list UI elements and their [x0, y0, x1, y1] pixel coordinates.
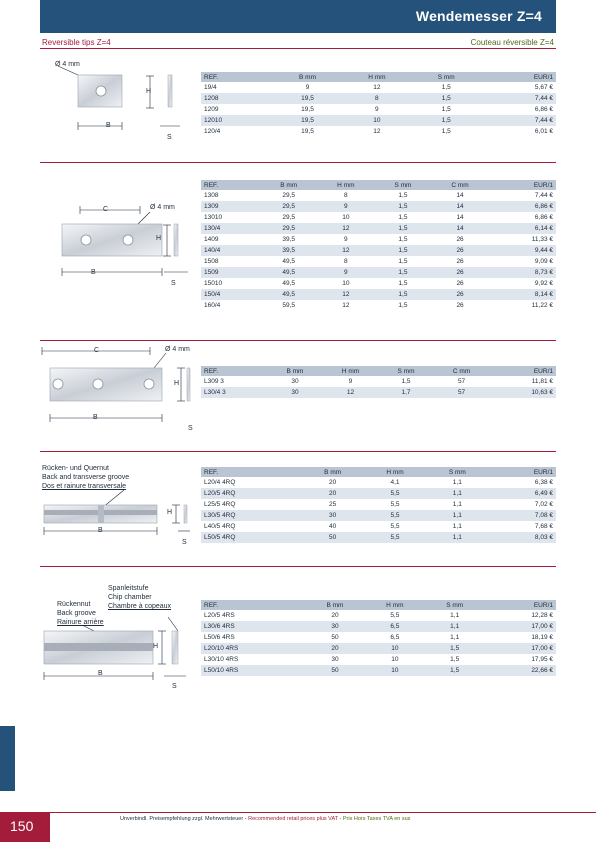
table-cell: 12 [317, 289, 375, 300]
column-header: B mm [302, 467, 364, 477]
section-divider [40, 451, 556, 452]
table-cell: 12010 [201, 115, 273, 126]
column-header: S mm [412, 72, 481, 82]
table-cell: 1309 [201, 201, 260, 212]
height-label: H [174, 380, 180, 387]
diameter-label: Ø 4 mm [55, 61, 80, 68]
table-cell: 29,5 [260, 223, 317, 234]
table-cell: 30 [302, 510, 364, 521]
table-cell: 40 [302, 521, 364, 532]
table-cell: L30/10 4RS [201, 654, 305, 665]
table-row [201, 82, 556, 93]
column-header: S mm [378, 366, 433, 376]
table-cell: 20 [302, 488, 364, 499]
table-cell: 1,5 [412, 104, 481, 115]
table-cell: 9 [323, 376, 379, 387]
table-header-row [201, 366, 556, 376]
table-cell: L50/6 4RS [201, 632, 305, 643]
table-cell: 17,00 € [484, 643, 556, 654]
table-row [201, 654, 556, 665]
table-cell: 1,5 [425, 654, 484, 665]
width-label: B [98, 670, 103, 677]
table-cell: 26 [431, 278, 489, 289]
table-cell: 1308 [201, 190, 260, 201]
side-tab-marker [0, 726, 15, 791]
table-cell: 5,5 [364, 499, 427, 510]
table-cell: 12 [317, 223, 375, 234]
table-cell: 6,86 € [489, 212, 556, 223]
column-header: REF. [201, 600, 305, 610]
table-header-row [201, 467, 556, 477]
table-cell: 9 [273, 82, 342, 93]
table-cell: 26 [431, 300, 489, 311]
table-row [201, 300, 556, 311]
column-header: EUR/1 [489, 180, 556, 190]
table-cell: L40/5 4RQ [201, 521, 302, 532]
table-row [201, 212, 556, 223]
column-header: B mm [260, 180, 317, 190]
table-header-row [201, 72, 556, 82]
table-row [201, 223, 556, 234]
spec-table-4 [201, 467, 556, 543]
column-header: C mm [431, 180, 489, 190]
thickness-label: S [172, 683, 177, 690]
table-cell: 1,5 [375, 289, 432, 300]
table-row [201, 665, 556, 676]
footer-separator: - [243, 816, 249, 822]
table-cell: 10 [317, 278, 375, 289]
table-cell: 19/4 [201, 82, 273, 93]
footer-text-german: Unverbindl. Preisempfehlung zzgl. Mehrwertsteuer [120, 816, 244, 822]
table-row [201, 477, 556, 488]
table-cell: 1,1 [426, 477, 488, 488]
column-header: S mm [426, 467, 488, 477]
width-label: B [98, 527, 103, 534]
table-row [201, 387, 556, 398]
diameter-label: Ø 4 mm [165, 346, 190, 353]
table-cell: 1,1 [426, 499, 488, 510]
table-cell: 30 [267, 387, 322, 398]
c-label: C [103, 206, 109, 213]
table-cell: 6,01 € [481, 126, 556, 137]
table-cell: 30 [267, 376, 322, 387]
table-cell: 29,5 [260, 201, 317, 212]
footer-text-english: Recommended retail prices plus VAT [248, 816, 338, 822]
table-cell: 19,5 [273, 93, 342, 104]
spec-table-2 [201, 180, 556, 311]
table-cell: 120/4 [201, 126, 273, 137]
table-cell: 57 [434, 376, 490, 387]
table-cell: 1,1 [426, 532, 488, 543]
height-label: H [167, 509, 173, 516]
table-cell: 26 [431, 267, 489, 278]
table-cell: 1,5 [375, 190, 432, 201]
table-cell: 9,92 € [489, 278, 556, 289]
table-cell: 20 [305, 610, 364, 621]
table-cell: 1,1 [425, 632, 484, 643]
table-cell: 18,19 € [484, 632, 556, 643]
subtitle-english: Reversible tips Z=4 [42, 38, 111, 47]
table-cell: 12 [342, 126, 412, 137]
spec-table-1 [201, 72, 556, 137]
table-cell: 7,44 € [481, 93, 556, 104]
table-cell: 8 [342, 93, 412, 104]
table-cell: 1409 [201, 234, 260, 245]
table-cell: 1508 [201, 256, 260, 267]
table-cell: 1,1 [426, 488, 488, 499]
footer-note [120, 816, 410, 822]
table-cell: 11,81 € [490, 376, 556, 387]
table-cell: 19,5 [273, 115, 342, 126]
table-cell: 6,86 € [481, 104, 556, 115]
table-row [201, 643, 556, 654]
column-header: EUR/1 [484, 600, 556, 610]
table-cell: 8 [317, 190, 375, 201]
table-row [201, 104, 556, 115]
table-cell: 20 [302, 477, 364, 488]
table-cell: 9,44 € [489, 245, 556, 256]
table-cell: 13010 [201, 212, 260, 223]
table-cell: 26 [431, 245, 489, 256]
table-cell: L20/10 4RS [201, 643, 305, 654]
table-cell: L20/4 4RQ [201, 477, 302, 488]
table-cell: 1,5 [375, 278, 432, 289]
column-header: C mm [434, 366, 490, 376]
table-cell: 1,1 [426, 521, 488, 532]
column-header: REF. [201, 72, 273, 82]
spec-table-5 [201, 600, 556, 676]
table-cell: 26 [431, 234, 489, 245]
table-cell: 1,5 [412, 126, 481, 137]
back-groove-label-french: Rainure arrière [57, 619, 104, 626]
table-cell: 1,1 [425, 621, 484, 632]
table-row [201, 610, 556, 621]
table-cell: 29,5 [260, 212, 317, 223]
page-number-box [0, 812, 50, 842]
table-cell: 57 [434, 387, 490, 398]
chip-label-french: Chambre à copeaux [108, 603, 172, 610]
table-cell: 19,5 [273, 126, 342, 137]
height-label: H [156, 235, 162, 242]
table-cell: L20/5 4RQ [201, 488, 302, 499]
table-row [201, 115, 556, 126]
table-row [201, 234, 556, 245]
back-groove-label-german: Rückennut [57, 601, 91, 608]
column-header: H mm [365, 600, 425, 610]
table-row [201, 499, 556, 510]
table-cell: 140/4 [201, 245, 260, 256]
table-cell: 6,86 € [489, 201, 556, 212]
thickness-label: S [188, 425, 193, 432]
table-cell: 8,73 € [489, 267, 556, 278]
table-cell: 4,1 [364, 477, 427, 488]
table-cell: 8,03 € [488, 532, 556, 543]
table-cell: 9 [317, 201, 375, 212]
table-row [201, 510, 556, 521]
column-header: H mm [323, 366, 379, 376]
table-cell: 25 [302, 499, 364, 510]
table-cell: 30 [305, 621, 364, 632]
table-row [201, 521, 556, 532]
table-cell: 20 [305, 643, 364, 654]
table-cell: 1,5 [375, 267, 432, 278]
knife-diagram-4 [40, 490, 190, 550]
height-label: H [153, 643, 159, 650]
table-cell: 8 [317, 256, 375, 267]
table-cell: 10,63 € [490, 387, 556, 398]
table-row [201, 201, 556, 212]
table-cell: 5,5 [364, 510, 427, 521]
table-row [201, 278, 556, 289]
table-cell: 17,95 € [484, 654, 556, 665]
knife-diagram-5 [40, 605, 190, 695]
table-row [201, 621, 556, 632]
table-cell: 160/4 [201, 300, 260, 311]
footer-rule [50, 812, 596, 813]
back-groove-label-english: Back groove [57, 610, 96, 617]
table-cell: 1,5 [375, 234, 432, 245]
groove-label-german: Rücken- und Quernut [42, 465, 109, 472]
table-row [201, 488, 556, 499]
column-header: B mm [305, 600, 364, 610]
table-cell: 1,1 [426, 510, 488, 521]
table-cell: 39,5 [260, 245, 317, 256]
table-cell: 59,5 [260, 300, 317, 311]
table-cell: 17,00 € [484, 621, 556, 632]
table-cell: 1,5 [412, 115, 481, 126]
table-cell: L50/5 4RQ [201, 532, 302, 543]
thickness-label: S [171, 280, 176, 287]
table-cell: 7,02 € [488, 499, 556, 510]
column-header: B mm [267, 366, 322, 376]
table-cell: 49,5 [260, 278, 317, 289]
table-cell: 1,5 [412, 82, 481, 93]
knife-diagram-2 [40, 180, 190, 290]
table-row [201, 126, 556, 137]
table-cell: 29,5 [260, 190, 317, 201]
table-cell: 5,5 [365, 610, 425, 621]
column-header: REF. [201, 366, 267, 376]
groove-label [42, 464, 129, 491]
section-divider [40, 340, 556, 341]
thickness-label: S [182, 539, 187, 546]
table-cell: 7,44 € [481, 115, 556, 126]
column-header: S mm [425, 600, 484, 610]
table-cell: 8,14 € [489, 289, 556, 300]
title-bar [40, 0, 556, 33]
table-cell: 30 [305, 654, 364, 665]
table-cell: 10 [365, 654, 425, 665]
table-cell: 22,66 € [484, 665, 556, 676]
table-cell: 1209 [201, 104, 273, 115]
table-cell: 5,5 [364, 532, 427, 543]
table-cell: 10 [317, 212, 375, 223]
table-cell: 15010 [201, 278, 260, 289]
footer-text-french: Prix Hors Taxes TVA en sus [342, 816, 411, 822]
table-cell: 50 [305, 665, 364, 676]
table-cell: 14 [431, 201, 489, 212]
table-cell: 1,5 [375, 223, 432, 234]
table-cell: 49,5 [260, 289, 317, 300]
table-row [201, 376, 556, 387]
footer-separator: - [337, 816, 343, 822]
table-cell: L50/10 4RS [201, 665, 305, 676]
column-header: REF. [201, 180, 260, 190]
table-cell: 19,5 [273, 104, 342, 115]
table-cell: 6,38 € [488, 477, 556, 488]
table-cell: 50 [305, 632, 364, 643]
table-cell: L20/5 4RS [201, 610, 305, 621]
table-cell: L30/4 3 [201, 387, 267, 398]
table-cell: 14 [431, 223, 489, 234]
column-header: S mm [375, 180, 432, 190]
table-row [201, 93, 556, 104]
section-divider [40, 162, 556, 163]
diameter-label: Ø 4 mm [150, 204, 175, 211]
table-row [201, 632, 556, 643]
table-cell: 10 [342, 115, 412, 126]
column-header: EUR/1 [481, 72, 556, 82]
table-cell: 150/4 [201, 289, 260, 300]
page-title: Wendemesser Z=4 [415, 8, 542, 24]
table-cell: L309 3 [201, 376, 267, 387]
table-cell: 1,5 [375, 300, 432, 311]
page-number: 150 [10, 818, 34, 834]
column-header: EUR/1 [490, 366, 556, 376]
knife-diagram-3 [40, 345, 190, 435]
table-row [201, 267, 556, 278]
table-cell: 12 [323, 387, 379, 398]
c-label: C [94, 347, 100, 354]
column-header: B mm [273, 72, 342, 82]
table-cell: 49,5 [260, 267, 317, 278]
table-header-row [201, 600, 556, 610]
table-cell: 9 [342, 104, 412, 115]
table-row [201, 289, 556, 300]
table-cell: 5,5 [364, 488, 427, 499]
table-cell: 130/4 [201, 223, 260, 234]
table-cell: 6,5 [365, 621, 425, 632]
table-cell: 1,5 [375, 245, 432, 256]
width-label: B [93, 414, 98, 421]
chip-label-english: Chip chamber [108, 594, 152, 601]
header-divider [40, 48, 556, 49]
table-cell: 1,5 [375, 201, 432, 212]
table-cell: 7,68 € [488, 521, 556, 532]
table-cell: 12 [317, 300, 375, 311]
table-cell: 1,5 [375, 212, 432, 223]
table-cell: 10 [365, 643, 425, 654]
table-cell: L25/5 4RQ [201, 499, 302, 510]
table-cell: 1,7 [378, 387, 433, 398]
table-cell: L30/6 4RS [201, 621, 305, 632]
subtitle-french: Couteau réversible Z=4 [470, 38, 554, 47]
table-cell: 50 [302, 532, 364, 543]
table-cell: 1,5 [375, 256, 432, 267]
column-header: REF. [201, 467, 302, 477]
height-label: H [146, 88, 152, 95]
width-label: B [91, 269, 96, 276]
table-cell: 1,5 [378, 376, 433, 387]
table-row [201, 190, 556, 201]
table-cell: 26 [431, 256, 489, 267]
table-row [201, 256, 556, 267]
table-cell: 5,5 [364, 521, 427, 532]
table-cell: 7,08 € [488, 510, 556, 521]
table-cell: 9 [317, 234, 375, 245]
table-cell: 11,33 € [489, 234, 556, 245]
table-row [201, 245, 556, 256]
spec-table-3 [201, 366, 556, 398]
table-header-row [201, 180, 556, 190]
groove-label-french: Dos et rainure transversale [42, 483, 127, 490]
table-cell: L30/5 4RQ [201, 510, 302, 521]
table-cell: 1,5 [425, 643, 484, 654]
table-cell: 1,5 [425, 665, 484, 676]
column-header: H mm [317, 180, 375, 190]
groove-label-english: Back and transverse groove [42, 474, 130, 481]
width-label: B [106, 122, 111, 129]
table-cell: 5,67 € [481, 82, 556, 93]
column-header: H mm [364, 467, 427, 477]
table-cell: 9,09 € [489, 256, 556, 267]
table-cell: 7,44 € [489, 190, 556, 201]
thickness-label: S [167, 134, 172, 141]
table-cell: 6,14 € [489, 223, 556, 234]
table-cell: 11,22 € [489, 300, 556, 311]
table-cell: 1,1 [425, 610, 484, 621]
table-cell: 12,28 € [484, 610, 556, 621]
table-cell: 1208 [201, 93, 273, 104]
table-cell: 26 [431, 289, 489, 300]
column-header: H mm [342, 72, 412, 82]
table-cell: 1,5 [412, 93, 481, 104]
table-row [201, 532, 556, 543]
table-cell: 6,49 € [488, 488, 556, 499]
chip-label-german: Spanleitstufe [108, 585, 149, 592]
table-cell: 1509 [201, 267, 260, 278]
table-cell: 49,5 [260, 256, 317, 267]
table-cell: 6,5 [365, 632, 425, 643]
column-header: EUR/1 [488, 467, 556, 477]
table-cell: 39,5 [260, 234, 317, 245]
table-cell: 9 [317, 267, 375, 278]
table-cell: 10 [365, 665, 425, 676]
table-cell: 12 [317, 245, 375, 256]
section-divider [40, 566, 556, 567]
table-cell: 14 [431, 190, 489, 201]
table-cell: 14 [431, 212, 489, 223]
table-cell: 12 [342, 82, 412, 93]
